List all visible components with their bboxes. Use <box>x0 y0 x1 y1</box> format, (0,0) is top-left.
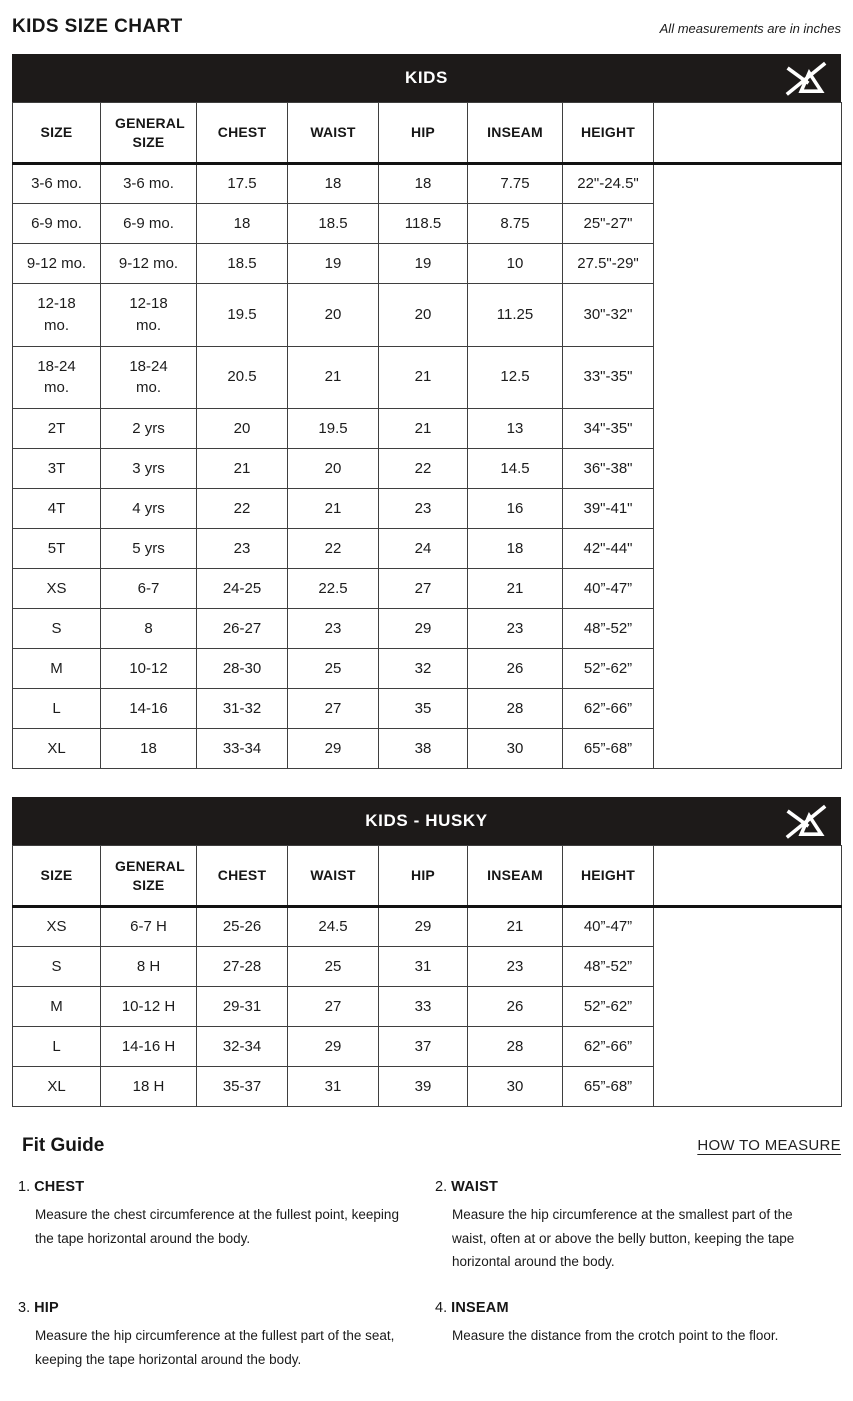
table-cell: 6-9 mo. <box>13 204 101 244</box>
table-cell: 19.5 <box>288 409 379 449</box>
table-cell: 32 <box>379 649 468 689</box>
table-cell: 21 <box>197 449 288 489</box>
table-cell: 9-12 mo. <box>13 244 101 284</box>
table-cell: 118.5 <box>379 204 468 244</box>
table-cell: 18.5 <box>197 244 288 284</box>
table-cell: XS <box>13 569 101 609</box>
table-cell: 22.5 <box>288 569 379 609</box>
table-cell: 8 H <box>101 947 197 987</box>
column-header-hip: HIP <box>379 103 468 164</box>
table-cell: XL <box>13 729 101 769</box>
table-cell: L <box>13 689 101 729</box>
table-cell: 29 <box>288 1027 379 1067</box>
fit-item-heading <box>435 1300 847 1316</box>
table-cell: 11.25 <box>468 284 563 347</box>
table-cell: 24-25 <box>197 569 288 609</box>
fit-guide-item-chest <box>18 1179 430 1274</box>
table-cell: 20 <box>288 284 379 347</box>
table-cell: 14.5 <box>468 449 563 489</box>
spacer-column-header <box>654 846 842 907</box>
column-header-waist: WAIST <box>288 846 379 907</box>
table-row <box>13 907 842 947</box>
table-cell: 52”-62” <box>563 987 654 1027</box>
table-cell: 6-7 H <box>101 907 197 947</box>
kids-table-section <box>12 54 841 769</box>
column-header-size: SIZE <box>13 846 101 907</box>
table-cell: 3T <box>13 449 101 489</box>
item-description: Measure the hip circumference at the fullest part of the seat, keeping the tape horizontal around the body. <box>35 1327 395 1367</box>
table-cell: 19.5 <box>197 284 288 347</box>
table-cell: 26 <box>468 649 563 689</box>
table-cell: 28-30 <box>197 649 288 689</box>
table-cell: 21 <box>379 409 468 449</box>
table-cell: 21 <box>468 907 563 947</box>
table-cell: 8 <box>101 609 197 649</box>
table-cell: 32-34 <box>197 1027 288 1067</box>
table-cell: 17.5 <box>197 164 288 204</box>
table-cell: 31 <box>288 1067 379 1107</box>
table-cell: 42"-44" <box>563 529 654 569</box>
item-label: WAIST <box>451 1179 499 1195</box>
table-cell: 18-24 mo. <box>101 346 197 409</box>
table-cell: 21 <box>288 489 379 529</box>
table-cell: 52”-62” <box>563 649 654 689</box>
table-cell: 22"-24.5" <box>563 164 654 204</box>
brand-x-logo-icon <box>784 803 828 839</box>
table-cell: 24 <box>379 529 468 569</box>
item-description: Measure the hip circumference at the smallest part of the waist, often at or above the belly button, keeping the tape horizontal around the body. <box>452 1207 795 1270</box>
column-header-waist: WAIST <box>288 103 379 164</box>
column-header-height: HEIGHT <box>563 103 654 164</box>
fit-guide-item-hip <box>18 1300 430 1371</box>
table-cell: 24.5 <box>288 907 379 947</box>
table-cell: L <box>13 1027 101 1067</box>
table-cell: 12-18 mo. <box>13 284 101 347</box>
table-cell: 9-12 mo. <box>101 244 197 284</box>
table-cell: 10 <box>468 244 563 284</box>
table-cell: 65”-68” <box>563 1067 654 1107</box>
table-cell: 35 <box>379 689 468 729</box>
table-cell: 3 yrs <box>101 449 197 489</box>
table-cell: 30"-32" <box>563 284 654 347</box>
table-cell: 25"-27" <box>563 204 654 244</box>
table-cell: 19 <box>288 244 379 284</box>
kids-husky-table-title: KIDS - HUSKY <box>365 811 488 830</box>
header-row <box>13 846 842 907</box>
table-cell: 23 <box>197 529 288 569</box>
table-cell: 40”-47” <box>563 907 654 947</box>
table-cell: 27 <box>288 689 379 729</box>
kids-husky-table-section <box>12 797 841 1107</box>
table-cell: 21 <box>288 346 379 409</box>
table-cell: 20 <box>197 409 288 449</box>
table-cell: 28 <box>468 1027 563 1067</box>
item-number: 3. <box>18 1299 31 1316</box>
table-cell: 8.75 <box>468 204 563 244</box>
table-cell: 10-12 H <box>101 987 197 1027</box>
table-cell: 29 <box>379 609 468 649</box>
table-cell: 48”-52” <box>563 609 654 649</box>
table-cell: 18 <box>197 204 288 244</box>
table-cell: 18 <box>468 529 563 569</box>
item-description: Measure the distance from the crotch point to the floor. <box>452 1327 779 1343</box>
table-cell: XS <box>13 907 101 947</box>
item-number: 1. <box>18 1179 31 1195</box>
table-cell: 62”-66” <box>563 689 654 729</box>
table-cell: 18 <box>288 164 379 204</box>
table-cell: 14-16 <box>101 689 197 729</box>
fit-item-heading <box>435 1179 847 1195</box>
table-cell: 31 <box>379 947 468 987</box>
table-cell: 5T <box>13 529 101 569</box>
item-label: CHEST <box>34 1179 85 1195</box>
page-title: KIDS SIZE CHART <box>12 16 183 37</box>
table-cell: M <box>13 987 101 1027</box>
table-cell: 14-16 H <box>101 1027 197 1067</box>
table-cell: 65”-68” <box>563 729 654 769</box>
column-header-general-size: GENERAL SIZE <box>101 846 197 907</box>
table-cell: 29 <box>379 907 468 947</box>
item-label: INSEAM <box>451 1299 509 1316</box>
kids-table-header-bar <box>12 54 841 102</box>
table-cell: S <box>13 609 101 649</box>
item-description: Measure the chest circumference at the fullest point, keeping the tape horizontal around the body. <box>35 1207 399 1246</box>
table-cell: 29 <box>288 729 379 769</box>
table-cell: 27 <box>288 987 379 1027</box>
table-cell: 23 <box>288 609 379 649</box>
table-cell: 37 <box>379 1027 468 1067</box>
fit-guide-item-waist <box>435 1179 847 1274</box>
table-cell: 39"-41" <box>563 489 654 529</box>
table-cell: 25 <box>288 947 379 987</box>
fit-guide-item-inseam <box>435 1300 847 1371</box>
table-cell: 27-28 <box>197 947 288 987</box>
table-cell: 12-18 mo. <box>101 284 197 347</box>
table-cell: 23 <box>468 609 563 649</box>
table-cell: 23 <box>468 947 563 987</box>
table-cell: M <box>13 649 101 689</box>
table-cell: 10-12 <box>101 649 197 689</box>
table-cell: 28 <box>468 689 563 729</box>
table-cell: 39 <box>379 1067 468 1107</box>
table-cell: 33"-35" <box>563 346 654 409</box>
table-cell: 18-24 mo. <box>13 346 101 409</box>
kids-size-table <box>12 102 842 769</box>
measurement-note: All measurements are in inches <box>659 21 841 36</box>
table-cell: 23 <box>379 489 468 529</box>
table-cell: 27.5"-29" <box>563 244 654 284</box>
fit-item-heading <box>18 1179 430 1195</box>
table-cell: 6-7 <box>101 569 197 609</box>
how-to-measure-link[interactable]: HOW TO MEASURE <box>697 1137 841 1154</box>
table-cell: 30 <box>468 729 563 769</box>
empty-spacer-cell <box>654 164 842 769</box>
item-number: 4. <box>435 1299 448 1316</box>
table-cell: 19 <box>379 244 468 284</box>
table-cell: 4 yrs <box>101 489 197 529</box>
table-cell: 6-9 mo. <box>101 204 197 244</box>
column-header-chest: CHEST <box>197 846 288 907</box>
table-cell: 18 <box>101 729 197 769</box>
table-cell: 22 <box>197 489 288 529</box>
table-cell: 31-32 <box>197 689 288 729</box>
kids-husky-size-table <box>12 845 842 1107</box>
table-cell: 3-6 mo. <box>13 164 101 204</box>
column-header-height: HEIGHT <box>563 846 654 907</box>
table-cell: 20 <box>288 449 379 489</box>
column-header-chest: CHEST <box>197 103 288 164</box>
table-cell: 48”-52” <box>563 947 654 987</box>
table-cell: 4T <box>13 489 101 529</box>
table-cell: 25-26 <box>197 907 288 947</box>
column-header-general-size: GENERAL SIZE <box>101 103 197 164</box>
empty-spacer-cell <box>654 907 842 1107</box>
table-cell: 25 <box>288 649 379 689</box>
kids-table-title: KIDS <box>404 68 449 87</box>
header-row <box>13 103 842 164</box>
table-cell: 21 <box>379 346 468 409</box>
fit-guide-header <box>18 1135 841 1157</box>
fit-item-heading <box>18 1300 430 1316</box>
table-cell: 34"-35" <box>563 409 654 449</box>
table-cell: 18.5 <box>288 204 379 244</box>
item-number: 2. <box>435 1179 448 1195</box>
column-header-inseam: INSEAM <box>468 103 563 164</box>
table-cell: S <box>13 947 101 987</box>
table-cell: XL <box>13 1067 101 1107</box>
table-cell: 22 <box>288 529 379 569</box>
table-cell: 20 <box>379 284 468 347</box>
table-cell: 2T <box>13 409 101 449</box>
table-cell: 62”-66” <box>563 1027 654 1067</box>
table-cell: 18 <box>379 164 468 204</box>
table-cell: 7.75 <box>468 164 563 204</box>
table-cell: 20.5 <box>197 346 288 409</box>
table-cell: 33 <box>379 987 468 1027</box>
table-cell: 26-27 <box>197 609 288 649</box>
table-cell: 38 <box>379 729 468 769</box>
page-header <box>12 16 841 38</box>
table-cell: 21 <box>468 569 563 609</box>
spacer-column-header <box>654 103 842 164</box>
table-cell: 36"-38" <box>563 449 654 489</box>
table-cell: 40”-47” <box>563 569 654 609</box>
table-cell: 2 yrs <box>101 409 197 449</box>
item-label: HIP <box>34 1299 59 1316</box>
table-cell: 18 H <box>101 1067 197 1107</box>
fit-guide-title: Fit Guide <box>22 1135 105 1156</box>
table-cell: 16 <box>468 489 563 529</box>
table-row <box>13 164 842 204</box>
table-cell: 27 <box>379 569 468 609</box>
table-cell: 29-31 <box>197 987 288 1027</box>
table-cell: 35-37 <box>197 1067 288 1107</box>
table-cell: 26 <box>468 987 563 1027</box>
table-cell: 22 <box>379 449 468 489</box>
column-header-inseam: INSEAM <box>468 846 563 907</box>
brand-x-logo-icon <box>784 60 828 96</box>
table-cell: 13 <box>468 409 563 449</box>
column-header-hip: HIP <box>379 846 468 907</box>
table-cell: 3-6 mo. <box>101 164 197 204</box>
kids-husky-table-header-bar <box>12 797 841 845</box>
fit-guide-section <box>12 1135 841 1371</box>
table-cell: 33-34 <box>197 729 288 769</box>
table-cell: 30 <box>468 1067 563 1107</box>
fit-guide-items <box>18 1179 841 1371</box>
table-cell: 5 yrs <box>101 529 197 569</box>
column-header-size: SIZE <box>13 103 101 164</box>
table-cell: 12.5 <box>468 346 563 409</box>
